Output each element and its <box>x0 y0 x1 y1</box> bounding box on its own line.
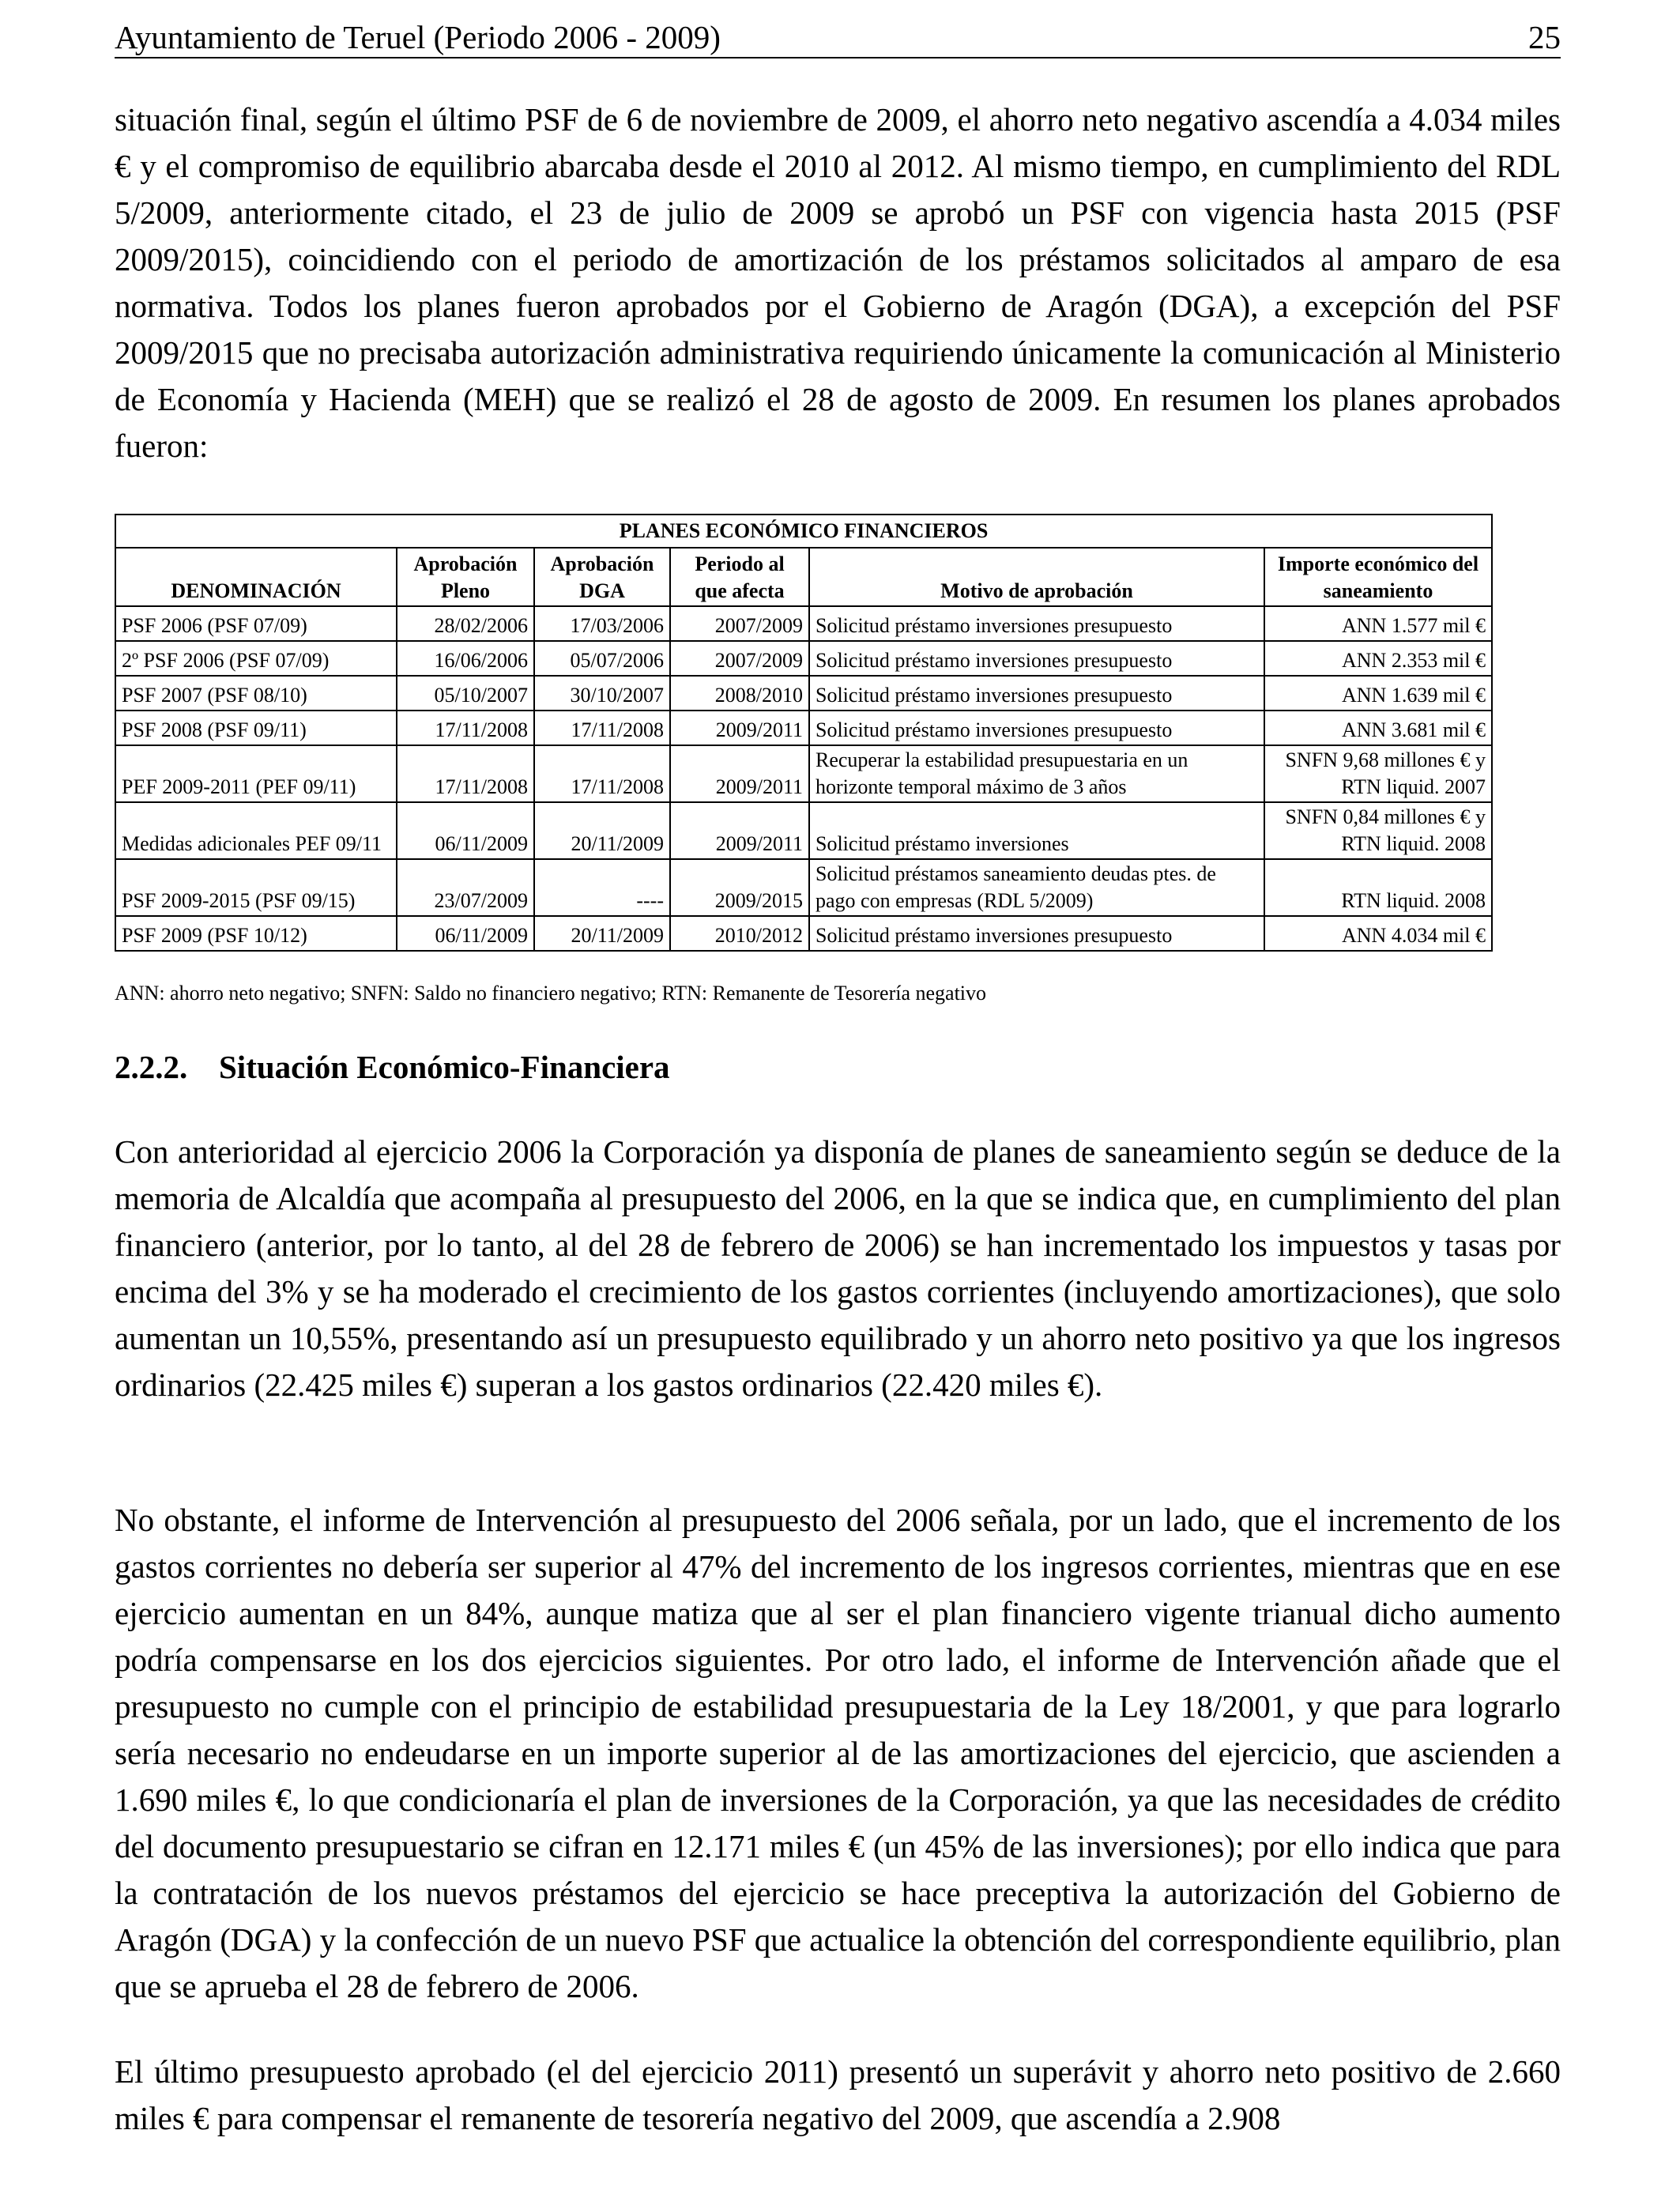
plans-table-container <box>115 514 1493 952</box>
table-row <box>115 676 1492 711</box>
cell-aprob-pleno: 17/11/2008 <box>397 711 534 745</box>
cell-aprob-dga: 17/11/2008 <box>534 745 670 802</box>
col-header-aprob-dga: Aprobación DGA <box>534 548 670 606</box>
table-row <box>115 606 1492 641</box>
table-footnote: ANN: ahorro neto negativo; SNFN: Saldo no financiero negativo; RTN: Remanente de Tesorería negativo <box>115 982 987 1005</box>
cell-denominacion: Medidas adicionales PEF 09/11 <box>115 802 397 859</box>
cell-aprob-pleno: 23/07/2009 <box>397 859 534 916</box>
section-number: 2.2.2. <box>115 1049 188 1085</box>
col-header-motivo: Motivo de aprobación <box>809 548 1264 606</box>
cell-motivo: Solicitud préstamo inversiones presupuesto <box>809 676 1264 711</box>
cell-denominacion: PEF 2009-2011 (PEF 09/11) <box>115 745 397 802</box>
cell-aprob-dga: ---- <box>534 859 670 916</box>
cell-denominacion: PSF 2009 (PSF 10/12) <box>115 916 397 951</box>
cell-denominacion: PSF 2006 (PSF 07/09) <box>115 606 397 641</box>
cell-aprob-pleno: 28/02/2006 <box>397 606 534 641</box>
paragraph-body-2: No obstante, el informe de Intervención al presupuesto del 2006 señala, por un lado, que el incremento de los gastos corrientes no debería ser superior al 47% del incremento de los ingresos corrientes, mientras que en ese ejercicio aumentan en un 84%, aunque matiza que al ser el plan financiero vigente trianual dicho aumento podría compensarse en los dos ejercicios siguientes. Por otro lado, el informe de Intervención añade que el presupuesto no cumple con el principio de estabilidad presupuestaria de la Ley 18/2001, y que para lograrlo sería necesario no endeudarse en un importe superior al de las amortizaciones del ejercicio, que ascienden a 1.690 miles €, lo que condicionaría el plan de inversiones de la Corporación, ya que las necesidades de crédito del documento presupuestario se cifran en 12.171 miles € (un 45% de las inversiones); por ello indica que para la contratación de los nuevos préstamos del ejercicio se hace preceptiva la autorización del Gobierno de Aragón (DGA) y la confección de un nuevo PSF que actualice la obtención del correspondiente equilibrio, plan que se aprueba el 28 de febrero de 2006. <box>115 1502 1561 2004</box>
table-row <box>115 859 1492 916</box>
section-title: Situación Económico-Financiera <box>219 1049 670 1085</box>
cell-aprob-pleno: 17/11/2008 <box>397 745 534 802</box>
cell-importe: ANN 3.681 mil € <box>1264 711 1492 745</box>
cell-aprob-dga: 20/11/2009 <box>534 916 670 951</box>
col-header-importe: Importe económico del saneamiento <box>1264 548 1492 606</box>
cell-motivo: Solicitud préstamo inversiones <box>809 802 1264 859</box>
cell-aprob-dga: 20/11/2009 <box>534 802 670 859</box>
table-row <box>115 711 1492 745</box>
cell-aprob-pleno: 16/06/2006 <box>397 641 534 676</box>
table-body <box>115 606 1492 951</box>
section-heading <box>115 1043 670 1091</box>
paragraph-intro: situación final, según el último PSF de 6 de noviembre de 2009, el ahorro neto negativo ascendía a 4.034 miles € y el compromiso de equilibrio abarcaba desde el 2010 al 2012. Al mismo tiempo, en cumplimiento del RDL 5/2009, anteriormente citado, el 23 de julio de 2009 se aprobó un PSF con vigencia hasta 2015 (PSF 2009/2015), coincidiendo con el periodo de amortización de los préstamos solicitados al amparo de esa normativa. Todos los planes fueron aprobados por el Gobierno de Aragón (DGA), a excepción del PSF 2009/2015 que no precisaba autorización administrativa requiriendo únicamente la comunicación al Ministerio de Economía y Hacienda (MEH) que se realizó el 28 de agosto de 2009. En resumen los planes aprobados fueron: <box>115 101 1561 464</box>
cell-aprob-pleno: 06/11/2009 <box>397 802 534 859</box>
cell-importe: SNFN 9,68 millones € y RTN liquid. 2007 <box>1264 745 1492 802</box>
cell-denominacion: PSF 2007 (PSF 08/10) <box>115 676 397 711</box>
paragraph-body-3: El último presupuesto aprobado (el del ejercicio 2011) presentó un superávit y ahorro neto positivo de 2.660 miles € para compensar el remanente de tesorería negativo del 2009, que ascendía a 2.908 <box>115 2053 1561 2136</box>
cell-aprob-pleno: 06/11/2009 <box>397 916 534 951</box>
cell-denominacion: PSF 2009-2015 (PSF 09/15) <box>115 859 397 916</box>
table-row <box>115 802 1492 859</box>
cell-periodo: 2007/2009 <box>670 606 809 641</box>
cell-periodo: 2009/2011 <box>670 745 809 802</box>
cell-importe: RTN liquid. 2008 <box>1264 859 1492 916</box>
cell-periodo: 2008/2010 <box>670 676 809 711</box>
cell-motivo: Solicitud préstamo inversiones presupuesto <box>809 641 1264 676</box>
cell-aprob-dga: 30/10/2007 <box>534 676 670 711</box>
table-title: PLANES ECONÓMICO FINANCIEROS <box>115 515 1492 548</box>
cell-motivo: Recuperar la estabilidad presupuestaria en un horizonte temporal máximo de 3 años <box>809 745 1264 802</box>
cell-denominacion: PSF 2008 (PSF 09/11) <box>115 711 397 745</box>
cell-aprob-dga: 17/03/2006 <box>534 606 670 641</box>
cell-importe: ANN 4.034 mil € <box>1264 916 1492 951</box>
cell-periodo: 2009/2011 <box>670 711 809 745</box>
cell-motivo: Solicitud préstamo inversiones presupuesto <box>809 711 1264 745</box>
cell-importe: ANN 1.639 mil € <box>1264 676 1492 711</box>
cell-importe: ANN 1.577 mil € <box>1264 606 1492 641</box>
cell-aprob-pleno: 05/10/2007 <box>397 676 534 711</box>
header-title: Ayuntamiento de Teruel (Periodo 2006 - 2009) <box>115 19 721 55</box>
cell-aprob-dga: 05/07/2006 <box>534 641 670 676</box>
cell-motivo: Solicitud préstamos saneamiento deudas ptes. de pago con empresas (RDL 5/2009) <box>809 859 1264 916</box>
col-header-denominacion: DENOMINACIÓN <box>115 548 397 606</box>
table-row <box>115 641 1492 676</box>
col-header-aprob-pleno: Aprobación Pleno <box>397 548 534 606</box>
cell-periodo: 2010/2012 <box>670 916 809 951</box>
cell-periodo: 2009/2011 <box>670 802 809 859</box>
cell-denominacion: 2º PSF 2006 (PSF 07/09) <box>115 641 397 676</box>
cell-importe: SNFN 0,84 millones € y RTN liquid. 2008 <box>1264 802 1492 859</box>
plans-table <box>115 514 1493 952</box>
cell-aprob-dga: 17/11/2008 <box>534 711 670 745</box>
cell-periodo: 2009/2015 <box>670 859 809 916</box>
table-row <box>115 916 1492 951</box>
paragraph-body-1: Con anterioridad al ejercicio 2006 la Corporación ya disponía de planes de saneamiento según se deduce de la memoria de Alcaldía que acompaña al presupuesto del 2006, en la que se indica que, en cumplimiento del plan financiero (anterior, por lo tanto, al del 28 de febrero de 2006) se han incrementado los impuestos y tasas por encima del 3% y se ha moderado el crecimiento de los gastos corrientes (incluyendo amortizaciones), que solo aumentan un 10,55%, presentando así un presupuesto equilibrado y un ahorro neto positivo ya que los ingresos ordinarios (22.425 miles €) superan a los gastos ordinarios (22.420 miles €). <box>115 1133 1561 1403</box>
col-header-periodo: Periodo al que afecta <box>670 548 809 606</box>
page-number: 25 <box>1528 19 1561 55</box>
cell-motivo: Solicitud préstamo inversiones presupuesto <box>809 916 1264 951</box>
cell-importe: ANN 2.353 mil € <box>1264 641 1492 676</box>
cell-periodo: 2007/2009 <box>670 641 809 676</box>
page-header <box>115 17 1561 58</box>
cell-motivo: Solicitud préstamo inversiones presupuesto <box>809 606 1264 641</box>
table-row <box>115 745 1492 802</box>
